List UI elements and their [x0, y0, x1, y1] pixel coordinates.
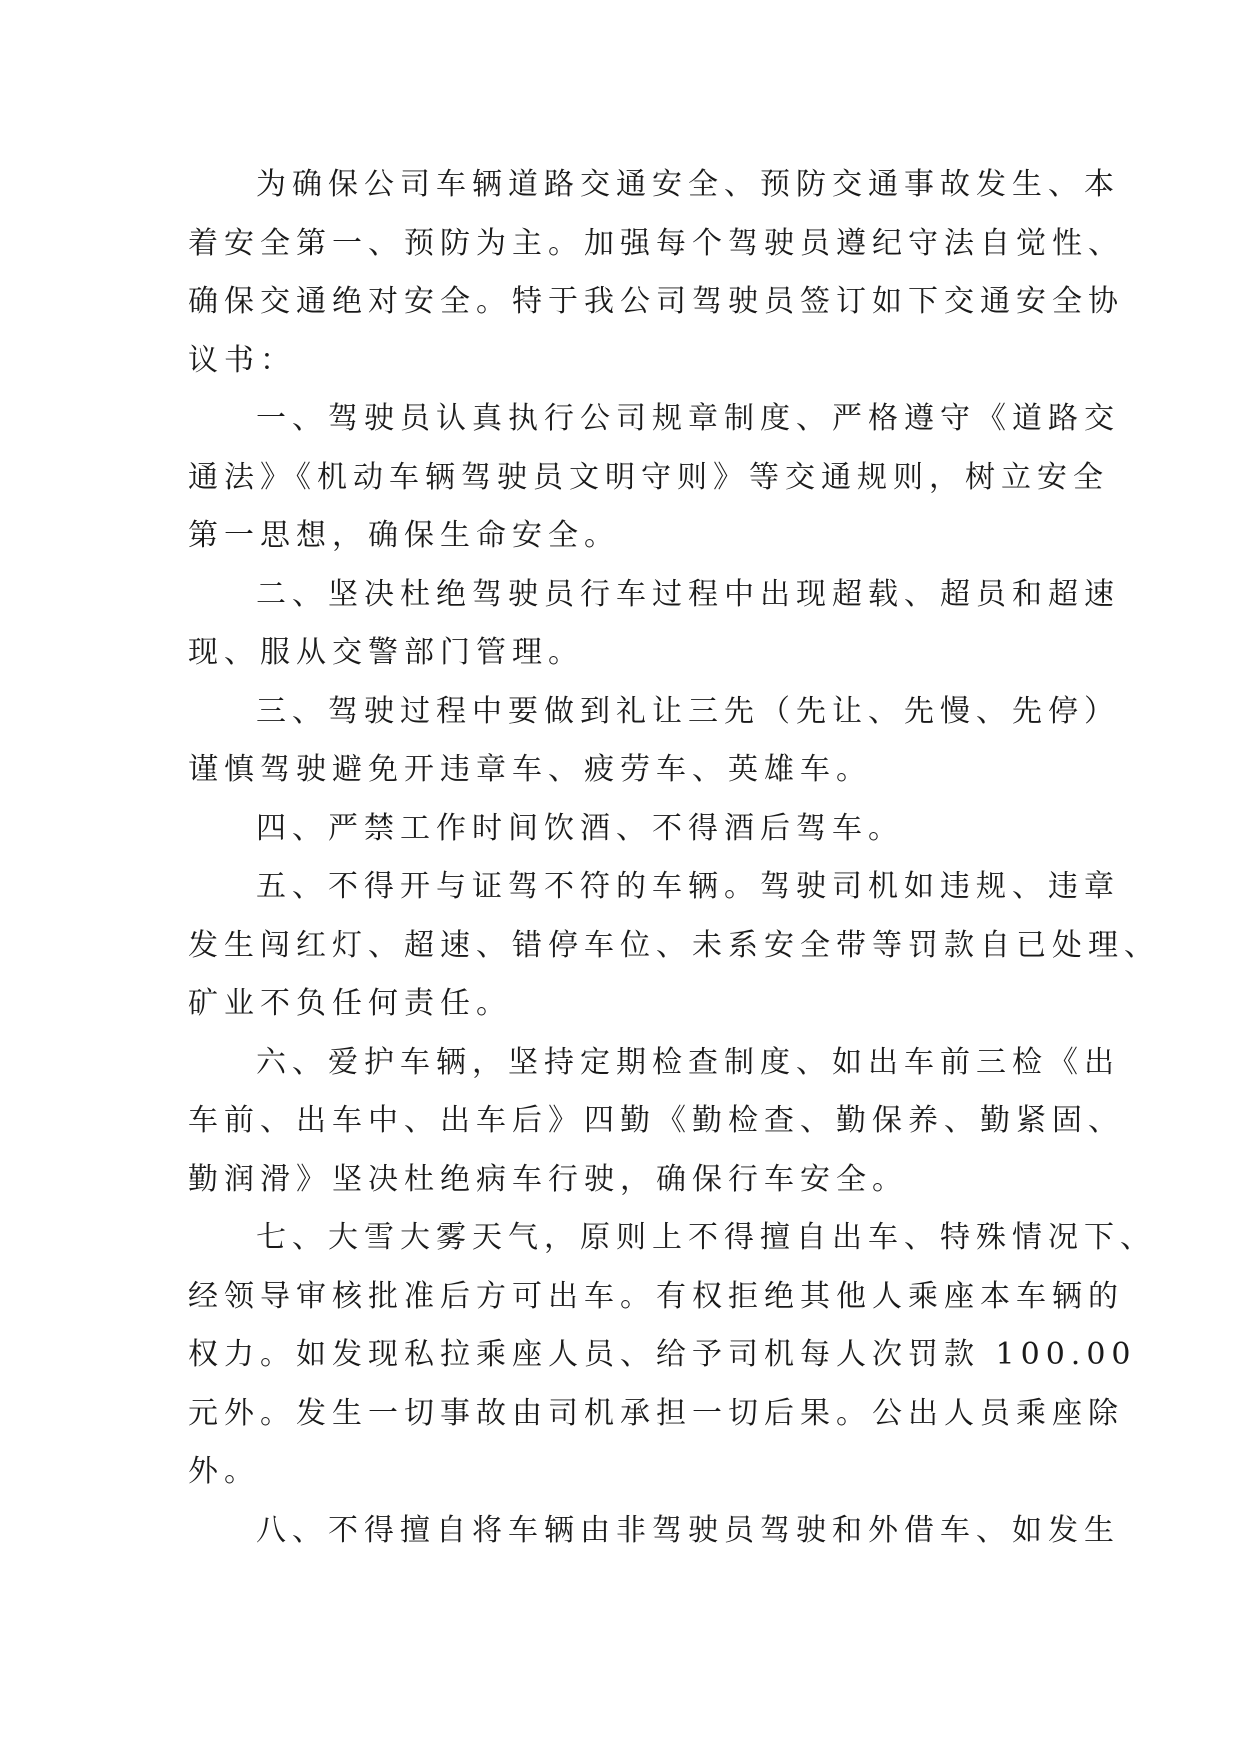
- text-line: 一、驾驶员认真执行公司规章制度、严格遵守《道路交: [256, 401, 1120, 436]
- text-line: 现、服从交警部门管理。: [188, 635, 584, 670]
- text-line: 元外。发生一切事故由司机承担一切后果。公出人员乘座除: [188, 1395, 1124, 1431]
- text-line: 矿业不负任何责任。: [188, 986, 512, 1021]
- text-line: 着安全第一、预防为主。加强每个驾驶员遵纪守法自觉性、: [188, 225, 1124, 261]
- text-line: 通法》《机动车辆驾驶员文明守则》等交通规则，树立安全: [188, 459, 1109, 495]
- text-line: 经领导审核批准后方可出车。有权拒绝其他人乘座本车辆的: [188, 1278, 1124, 1314]
- text-line: 八、不得擅自将车辆由非驾驶员驾驶和外借车、如发生: [256, 1512, 1120, 1548]
- text-line: 七、大雪大雾天气，原则上不得擅自出车、特殊情况下、: [256, 1220, 1156, 1255]
- text-line: 议书：: [188, 342, 296, 378]
- text-line: 为确保公司车辆道路交通安全、预防交通事故发生、本: [256, 167, 1120, 202]
- text-line: 谨慎驾驶避免开违章车、疲劳车、英雄车。: [188, 752, 872, 787]
- text-line: 二、坚决杜绝驾驶员行车过程中出现超载、超员和超速: [256, 576, 1120, 612]
- text-line: 三、驾驶过程中要做到礼让三先（先让、先慢、先停）: [256, 693, 1120, 729]
- document-body: [188, 156, 1160, 1560]
- text-line: 确保交通绝对安全。特于我公司驾驶员签订如下交通安全协: [188, 284, 1124, 319]
- text-line: 五、不得开与证驾不符的车辆。驾驶司机如违规、违章: [256, 869, 1120, 904]
- text-line: 四、严禁工作时间饮酒、不得酒后驾车。: [256, 810, 904, 846]
- text-line: 车前、出车中、出车后》四勤《勤检查、勤保养、勤紧固、: [188, 1103, 1124, 1138]
- text-line: 六、爱护车辆，坚持定期检查制度、如出车前三检《出: [256, 1044, 1120, 1080]
- text-line: 发生闯红灯、超速、错停车位、未系安全带等罚款自已处理、: [188, 927, 1160, 963]
- text-line: 权力。如发现私拉乘座人员、给予司机每人次罚款 100.00: [188, 1337, 1137, 1372]
- text-line: 外。: [188, 1454, 260, 1489]
- text-line: 勤润滑》坚决杜绝病车行驶，确保行车安全。: [188, 1161, 908, 1197]
- text-line: 第一思想，确保生命安全。: [188, 518, 620, 553]
